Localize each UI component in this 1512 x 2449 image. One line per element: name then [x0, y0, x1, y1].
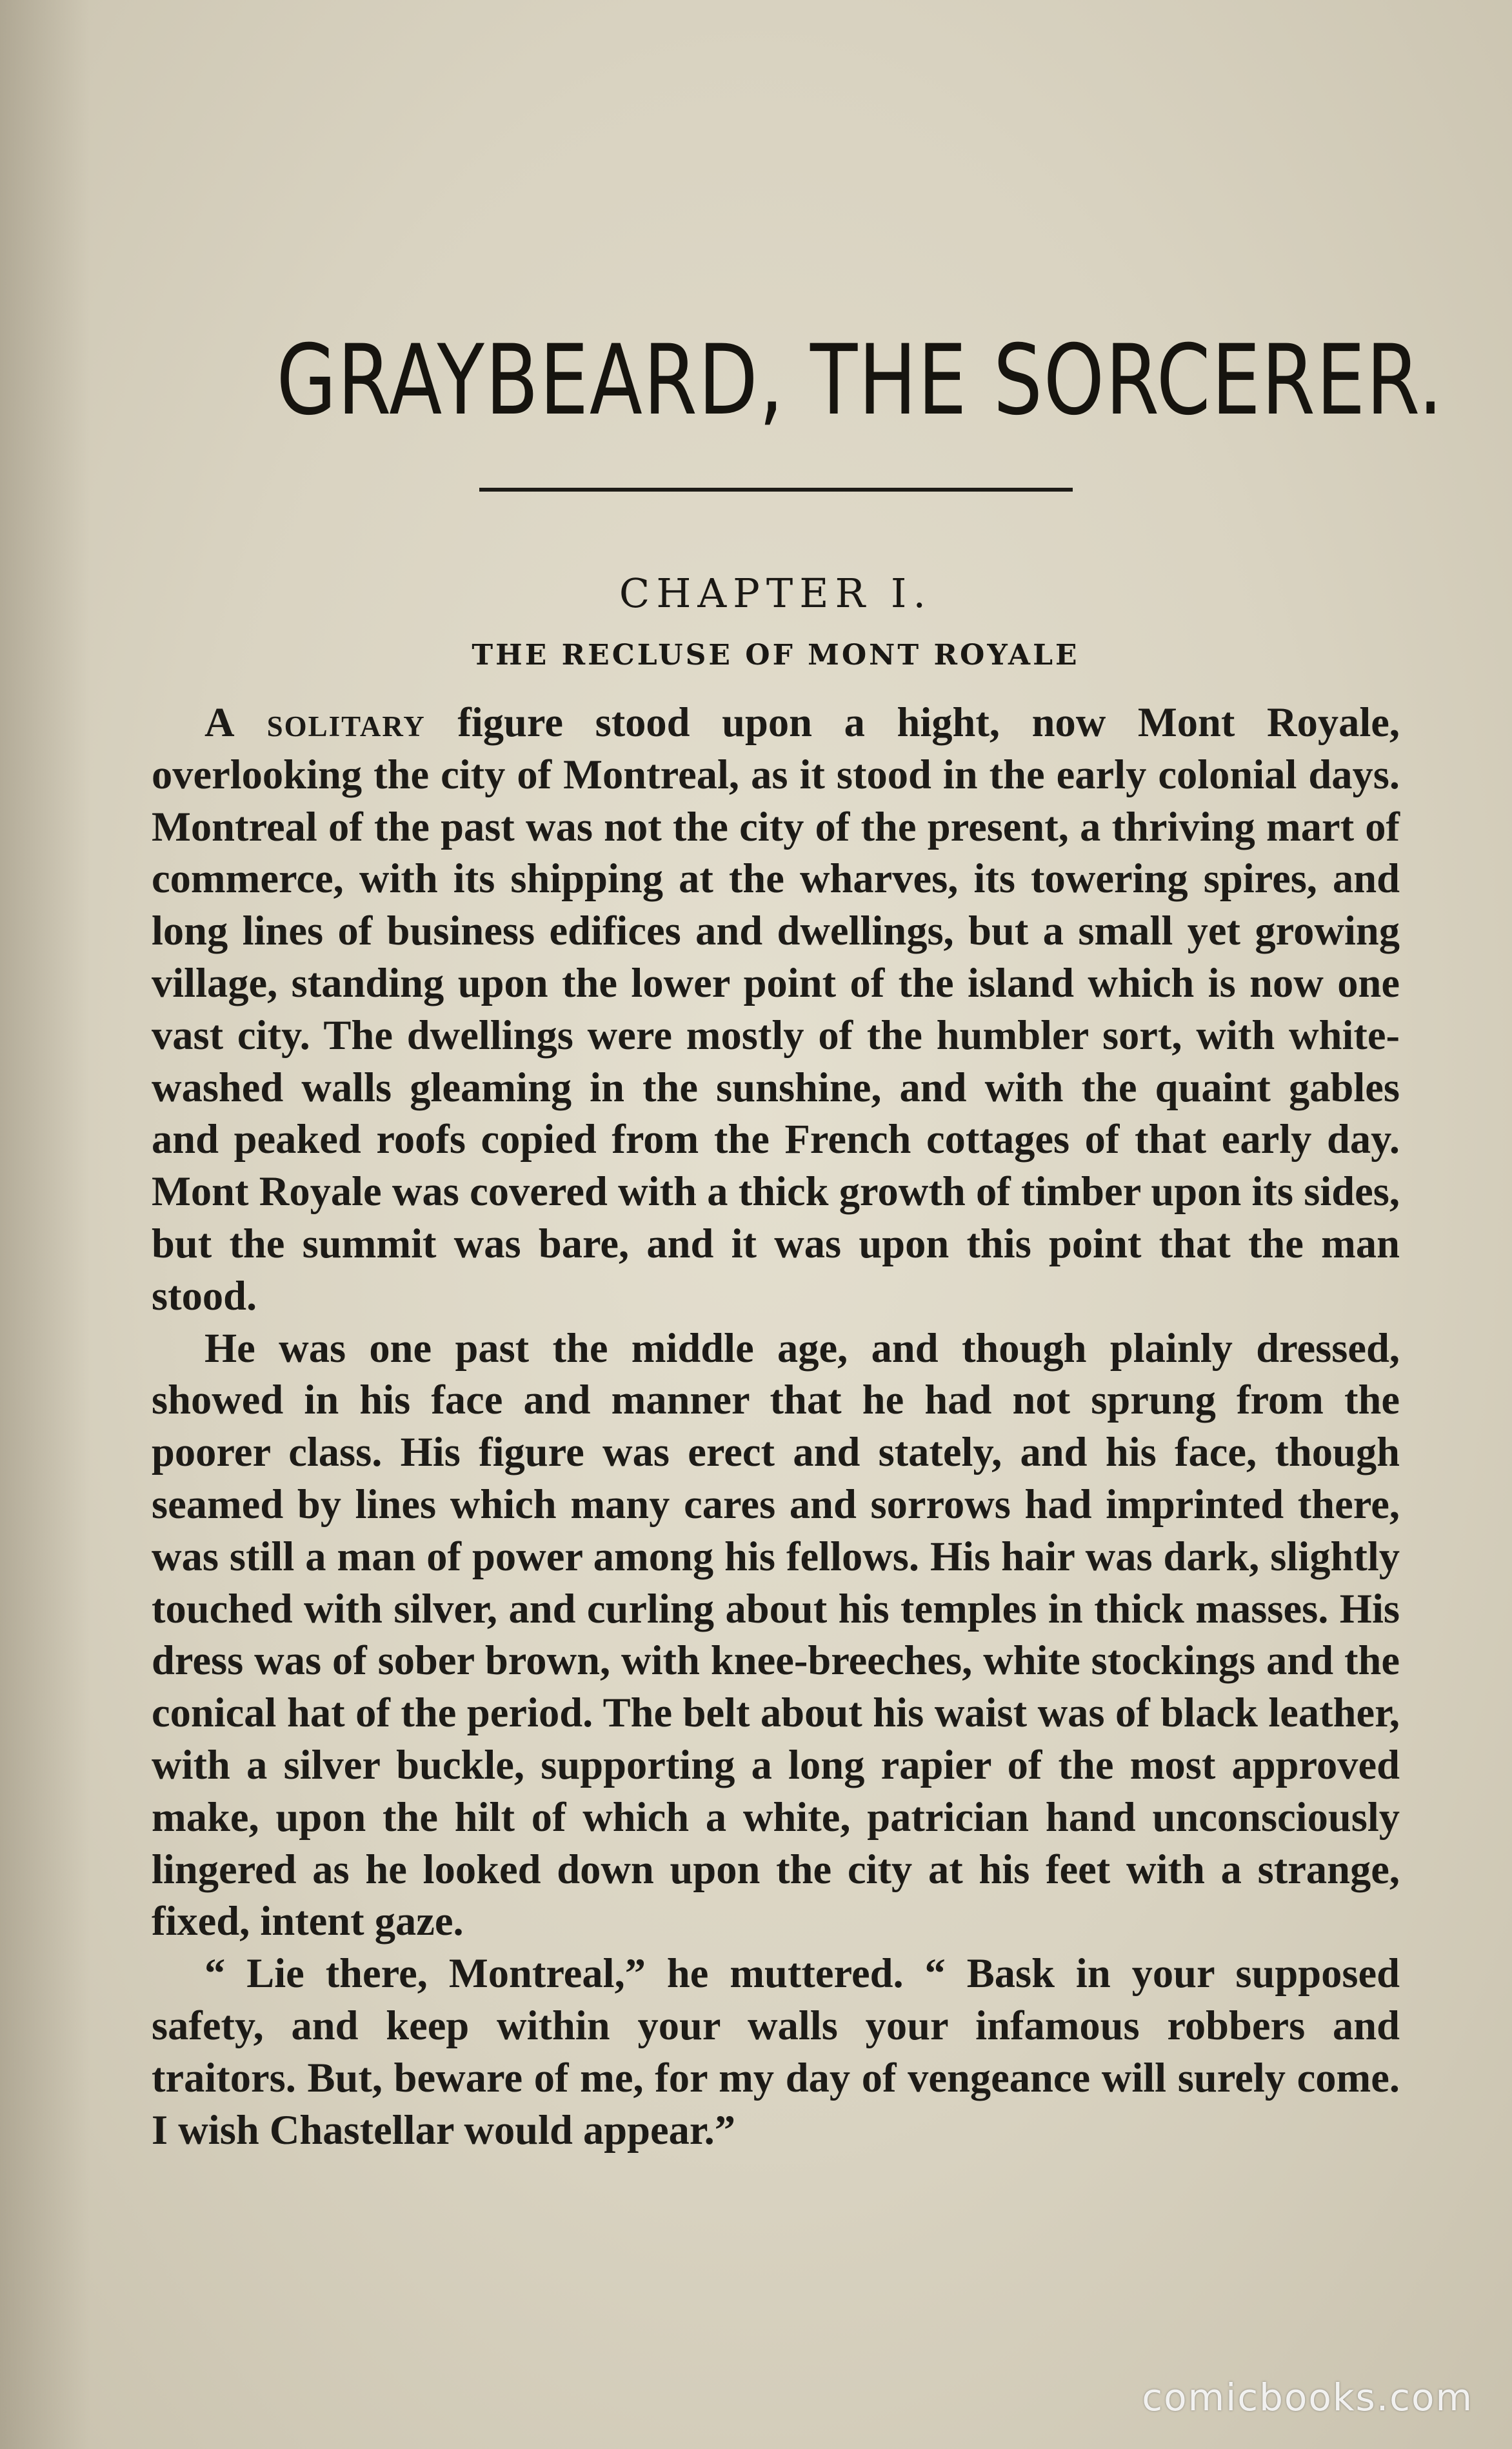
chapter-heading: CHAPTER I. [619, 570, 933, 617]
spine-shadow [0, 0, 90, 2449]
chapter-title: THE RECLUSE OF MONT ROYALE [472, 639, 1080, 672]
paragraph-3: “ Lie there, Montreal,” he muttered. “ Bask in your supposed safety, and keep within your walls your infamous robbers and traitors. But, beware of me, for my day of vengeance will surely come. I wish Chastellar would appear.” [152, 1950, 1400, 2153]
paragraph-lead: A solitary [204, 699, 426, 745]
paragraph-text: figure stood upon a hight, now Mont Royale, overlooking the city of Montreal, as it stood in the early colonial days. Montreal of the past was not the city of the present, a thriving mart of commerce, with its shipping at the wharves, its towering spires, and long lines of business edifices and dwellings, but a small yet growing village, standing upon the lower point of the island which is now one vast city. The dwellings were mostly of the humbler sort, with white-washed walls gleaming in the sunshine, and with the quaint gables and peaked roofs copied from the French cottages of that early day. Mont Royale was covered with a thick growth of timber upon its sides, but the summit was bare, and it was upon this point that the man stood. [152, 699, 1400, 1319]
paragraph-2: He was one past the middle age, and though plainly dressed, showed in his face and manner that he had not sprung from the poorer class. His figure was erect and stately, and his face, though seamed by lines which many cares and sorrows had imprinted there, was still a man of power among his fellows. His hair was dark, slightly touched with silver, and curling about his temples in thick masses. His dress was of sober brown, with knee-breeches, white stockings and the conical hat of the period. The belt about his waist was of black leather, with a silver buckle, supporting a long rapier of the most approved make, upon the hilt of which a white, patrician hand unconsciously lingered as he looked down upon the city at his feet with a strange, fixed, intent gaze. [152, 1324, 1400, 1944]
title-rule [479, 488, 1073, 492]
book-title: GRAYBEARD, THE SORCERER. [276, 325, 1444, 437]
paragraph-1 [152, 697, 1400, 1323]
body-text [152, 697, 1400, 2156]
page-content [152, 323, 1444, 2156]
site-watermark: comicbooks.com [1142, 2375, 1473, 2419]
